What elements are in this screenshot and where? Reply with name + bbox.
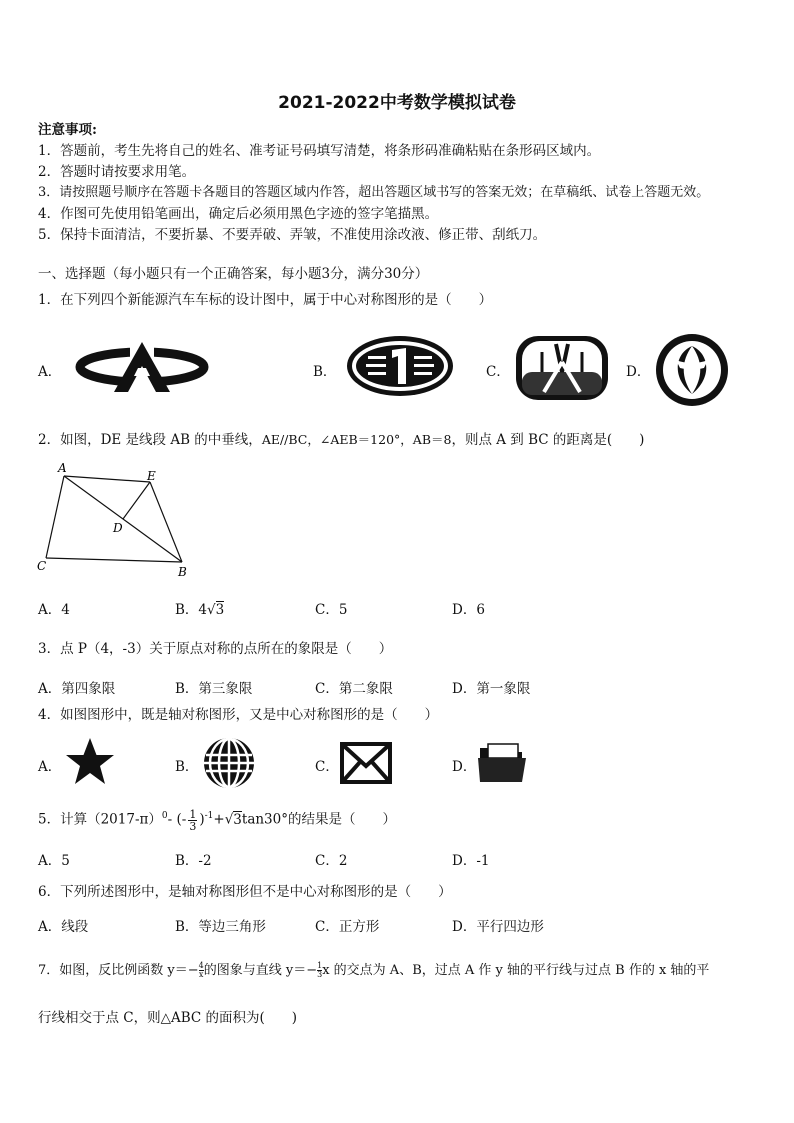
q6-option-d: D．平行四边形: [452, 919, 544, 935]
envelope-icon: [338, 740, 394, 786]
q2-text-a: 2．如图，DE 是线段 AB 的中垂线，: [38, 432, 262, 448]
notice-item: 1．答题前，考生先将自己的姓名、准考证号码填写清楚，将条形码准确粘贴在条形码区域内。: [38, 143, 601, 159]
q7-text-c: x 的交点为 A、B，过点 A 作 y 轴的平行线与过点 B 作的 x 轴的平: [322, 963, 710, 978]
label-e: E: [147, 469, 156, 483]
q2-option-a: A．4: [38, 602, 70, 618]
q5-option-b: B．-2: [175, 853, 212, 869]
q2-option-b-label: B．: [175, 602, 199, 618]
question-4: 4．如图图形中，既是轴对称图形，又是中心对称图形的是（ ）: [38, 707, 439, 723]
q6-option-c: C．正方形: [315, 919, 380, 935]
q3-option-d: D．第一象限: [452, 681, 531, 697]
q3-option-a: A．第四象限: [38, 681, 116, 697]
q7-f1-d: x: [198, 970, 204, 979]
question-2: [38, 432, 644, 448]
q3-option-b: B．第三象限: [175, 681, 253, 697]
q5-option-c: C．2: [315, 853, 348, 869]
q2-math: AE//BC，∠AEB＝120°，AB＝8: [261, 432, 452, 447]
dongfeng-logo-icon: [652, 332, 732, 408]
notice-item: 5．保持卡面清洁，不要折暴、不要弄破、弄皱，不准使用涂改液、修正带、刮纸刀。: [38, 227, 547, 243]
q7-f2-d: 3: [317, 970, 323, 979]
baic-logo-icon: [512, 332, 612, 404]
question-7: [38, 961, 709, 981]
label-b: B: [178, 565, 187, 579]
q6-option-b: B．等边三角形: [175, 919, 266, 935]
q5-text-a: 5．计算（2017-π）: [38, 811, 162, 828]
section-heading: 一、选择题（每小题只有一个正确答案，每小题3分，满分30分）: [38, 266, 429, 282]
q4-option-d: D．: [452, 759, 477, 775]
q5-option-d: D．-1: [452, 853, 490, 869]
q5-fraction: [188, 809, 197, 832]
q2-text-b: ，则点 A 到 BC 的距离是( ): [451, 432, 645, 448]
q2-option-d: D．6: [452, 602, 485, 618]
notice-heading: 注意事项:: [38, 122, 97, 138]
question-3: 3．点 P（4，-3）关于原点对称的点所在的象限是（ ）: [38, 641, 393, 657]
segment-cb: [46, 558, 182, 562]
notice-item: 4．作图可先使用铅笔画出，确定后必须用黑色字迹的签字笔描黑。: [38, 206, 439, 222]
q4-option-c: C．: [315, 759, 339, 775]
q5-sup-0: 0: [161, 811, 168, 821]
q7-text-b: 的图象与直线 y＝−: [203, 963, 318, 978]
q5-frac-n: 1: [189, 807, 197, 821]
q2-diagram: [34, 460, 194, 580]
segment-ed: [123, 482, 150, 519]
q3-option-c: C．第二象限: [315, 681, 393, 697]
q5-text-e: tan30°的结果是（ ）: [241, 811, 396, 828]
globe-icon: [200, 735, 258, 791]
q1-option-c: C．: [486, 364, 510, 380]
q5-sup-1: -1: [204, 811, 214, 821]
faw-logo-icon: [344, 334, 456, 398]
q6-option-a: A．线段: [38, 919, 89, 935]
q4-option-b: B．: [175, 759, 199, 775]
question-6: 6．下列所述图形中，是轴对称图形但不是中心对称图形的是（ ）: [38, 884, 452, 900]
q7-f2-n: 1: [317, 961, 323, 970]
q1-option-d: D．: [626, 364, 651, 380]
q2-option-c: C．5: [315, 602, 348, 618]
notice-item: 3．请按照题号顺序在答题卡各题目的答题区域内作答，超出答题区域书写的答案无效；在草稿纸、试卷上答题无效。: [38, 185, 710, 200]
notice-item: 2．答题时请按要求用笔。: [38, 164, 196, 180]
question-7-line2: 行线相交于点 C，则△ABC 的面积为( ): [38, 1010, 298, 1026]
label-c: C: [37, 559, 47, 573]
q7-f1-n: 4: [198, 961, 204, 970]
sqrt-icon: √: [207, 602, 216, 618]
q2-option-b: [175, 598, 224, 618]
q5-radicand: 3: [233, 811, 242, 828]
q1-option-b: B．: [313, 364, 337, 380]
folder-icon: [476, 740, 528, 786]
q5-text-b: - (-: [167, 811, 187, 828]
q1-option-a: A．: [38, 364, 62, 380]
sqrt-icon: √: [224, 811, 234, 828]
q5-frac-d: 3: [189, 819, 197, 833]
chery-logo-icon: [72, 338, 212, 396]
q5-option-a: A．5: [38, 853, 70, 869]
q5-text-c: ): [199, 811, 205, 828]
q5-text-d: +: [213, 811, 225, 828]
segment-ac: [46, 476, 64, 558]
page-title: 2021-2022中考数学模拟试卷: [278, 93, 516, 113]
label-a: A: [58, 461, 67, 475]
star-icon: [62, 735, 118, 791]
q2-option-b-radicand: 3: [215, 602, 225, 618]
q2-option-b-coef: 4: [198, 602, 208, 618]
label-d: D: [113, 521, 123, 535]
q7-text-a: 7．如图，反比例函数 y＝−: [38, 963, 199, 978]
question-1: 1．在下列四个新能源汽车车标的设计图中，属于中心对称图形的是（ ）: [38, 292, 493, 308]
segment-ae: [64, 476, 150, 482]
q4-option-a: A．: [38, 759, 62, 775]
question-5: [38, 806, 396, 832]
